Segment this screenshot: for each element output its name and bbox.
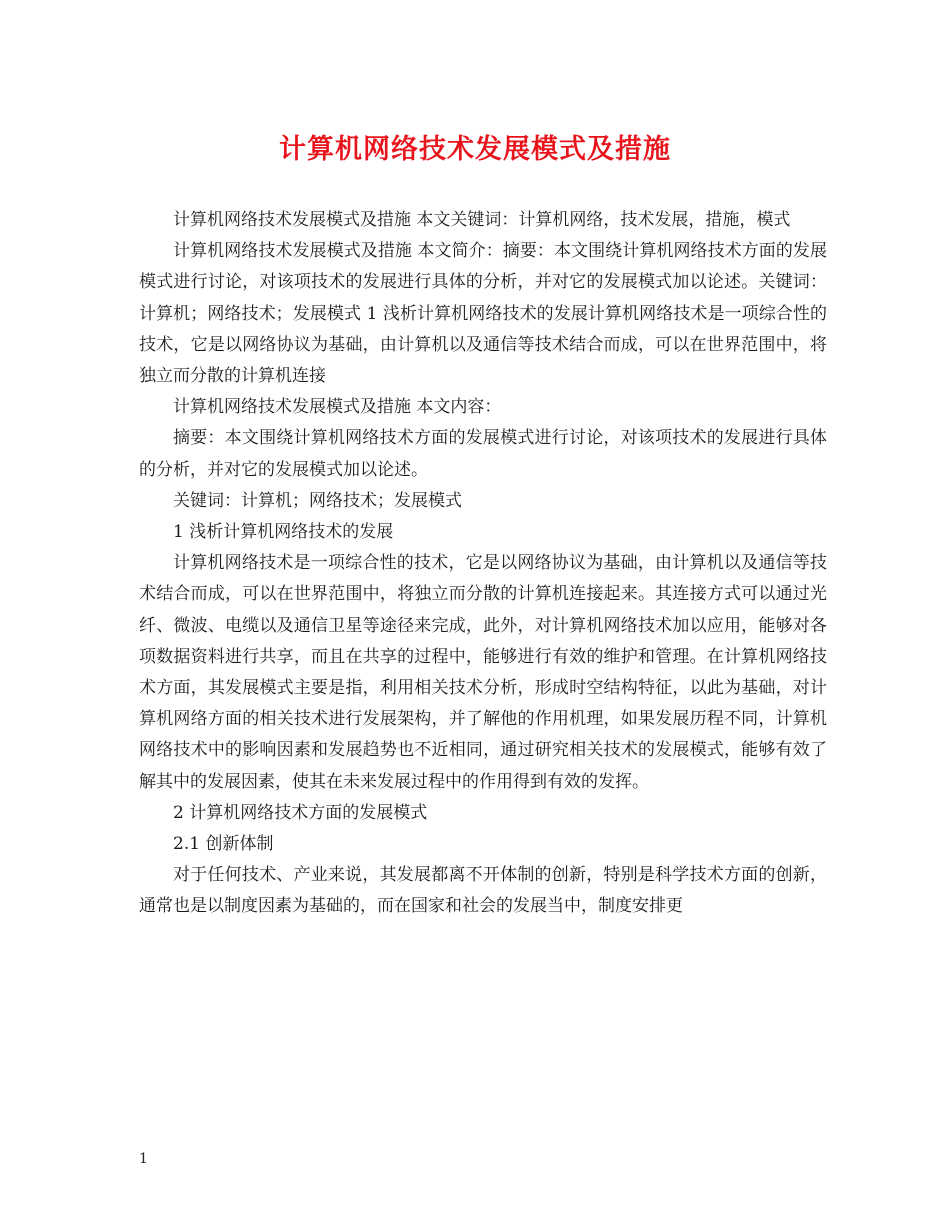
paragraph-section-2-1: 对于任何技术、产业来说，其发展都离不开体制的创新，特别是科学技术方面的创新，通常也是以制度因素为基础的，而在国家和社会的发展当中，制度安排更: [139, 865, 827, 917]
subsection-heading-2-1: 2.1 创新体制: [173, 834, 274, 855]
paragraph-summary: 计算机网络技术发展模式及措施 本文简介：摘要：本文围绕计算机网络技术方面的发展模式进行讨论，对该项技术的发展进行具体的分析，并对它的发展模式加以论述。关键词：计算机；网络技术；发展模式 1 浅析计算机网络技术的发展计算机网络技术是一项综合性的技术，它是以网络协议为基础，由计算机以及通信等技术结合而成，可以在世界范围中，将独立而分散的计算机连接: [139, 241, 827, 387]
document-title: 计算机网络技术发展模式及措施: [279, 134, 671, 165]
section-heading-2: 2 计算机网络技术方面的发展模式: [173, 802, 428, 823]
document-body: [139, 205, 827, 923]
paragraph-content-heading: 计算机网络技术发展模式及措施 本文内容：: [173, 397, 502, 418]
paragraph-abstract: 摘要：本文围绕计算机网络技术方面的发展模式进行讨论，对该项技术的发展进行具体的分析，并对它的发展模式加以论述。: [139, 428, 827, 480]
section-heading-1: 1 浅析计算机网络技术的发展: [173, 522, 394, 543]
paragraph-section-1: 计算机网络技术是一项综合性的技术，它是以网络协议为基础，由计算机以及通信等技术结合而成，可以在世界范围中，将独立而分散的计算机连接起来。其连接方式可以通过光纤、微波、电缆以及通信卫星等途径来完成，此外，对计算机网络技术加以应用，能够对各项数据资料进行共享，而且在共享的过程中，能够进行有效的维护和管理。在计算机网络技术方面，其发展模式主要是指，利用相关技术分析，形成时空结构特征，以此为基础，对计算机网络方面的相关技术进行发展架构，并了解他的作用机理，如果发展历程不同，计算机网络技术中的影响因素和发展趋势也不近相同，通过研究相关技术的发展模式，能够有效了解其中的发展因素，使其在未来发展过程中的作用得到有效的发挥。: [139, 553, 827, 792]
paragraph-keywords-line: 关键词：计算机；网络技术；发展模式: [173, 490, 462, 511]
page-number: 1: [139, 1151, 148, 1167]
paragraph-keywords: 计算机网络技术发展模式及措施 本文关键词：计算机网络，技术发展，措施，模式: [173, 210, 791, 230]
